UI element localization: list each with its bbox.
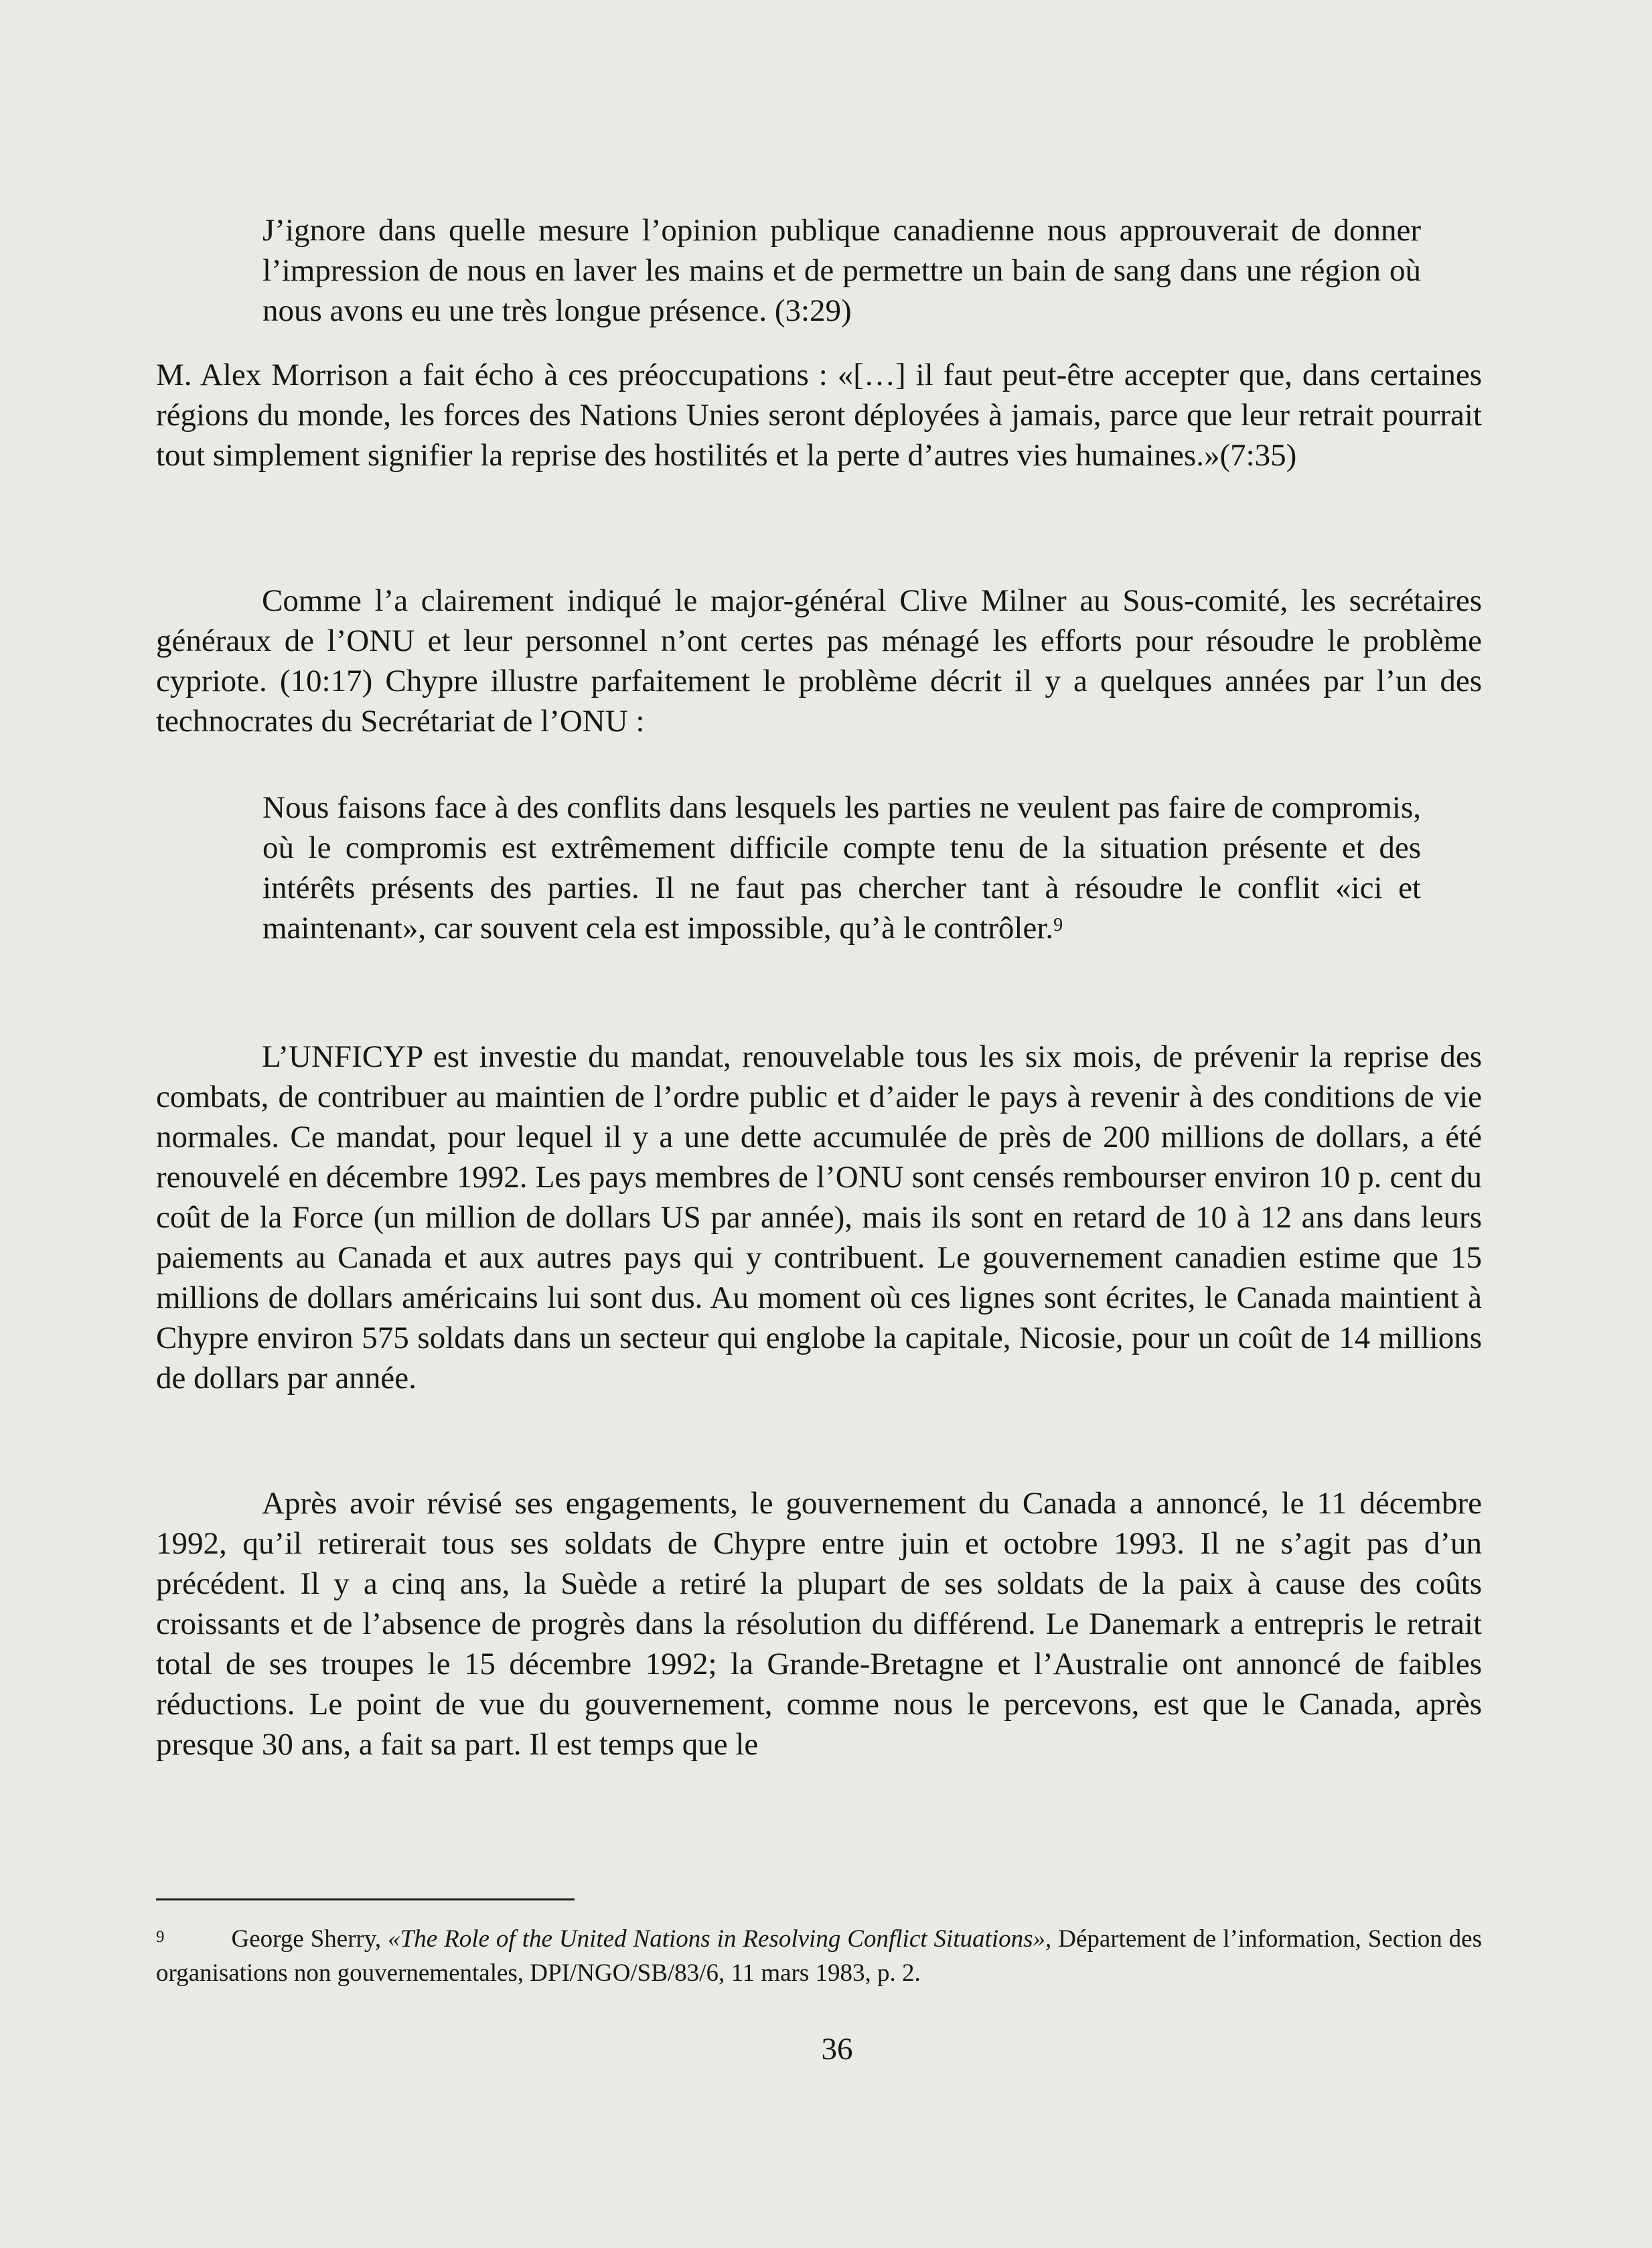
p2-text: Comme l’a clairement indiqué le major-général Clive Milner au Sous-comité, les secrétaires généraux de l’ONU et leur personnel n’ont certes pas ménagé les efforts pour résoudre le problème cypriote. (10:17) Chypre illustre parfaitement le problème décrit il y a quelques années par l’un des technocrates du Secrétariat de l’ONU : [156, 583, 1482, 739]
quote1-text: J’ignore dans quelle mesure l’opinion publique canadienne nous approuverait de donner l’impression de nous en laver les mains et de permettre un bain de sang dans une région où nous avons eu une très longue présence. (3:29) [262, 213, 1421, 328]
footnote-author: George Sherry, [231, 1925, 388, 1953]
p3-text: L’UNFICYP est investie du mandat, renouvelable tous les six mois, de prévenir la reprise des combats, de contribuer au maintien de l’ordre public et d’aider le pays à revenir à des conditions de vie normales. Ce mandat, pour lequel il y a une dette accumulée de près de 200 millions de dollars, a été renouvelé en décembre 1992. Les pays membres de l’ONU sont censés rembourser environ 10 p. cent du coût de la Force (un million de dollars US par année), mais ils sont en retard de 10 à 12 ans dans leurs paiements au Canada et aux autres pays qui y contribuent. Le gouvernement canadien estime que 15 millions de dollars américains lui sont dus. Au moment où ces lignes sont écrites, le Canada maintient à Chypre environ 575 soldats dans un secteur qui englobe la capitale, Nicosie, pour un coût de 14 millions de dollars par année. [156, 1039, 1482, 1396]
paragraph-unficyp [156, 1037, 1482, 1398]
page-number: 36 [821, 2032, 853, 2067]
footnote-number: 9 [156, 1928, 165, 1946]
quote-paragraph-sherry [262, 788, 1421, 948]
p4-text: Après avoir révisé ses engagements, le gouvernement du Canada a annoncé, le 11 décembre 1992, qu’il retirerait tous ses soldats de Chypre entre juin et octobre 1993. Il ne s’agit pas d’un précédent. Il y a cinq ans, la Suède a retiré la plupart de ses soldats de la paix à cause des coûts croissants et de l’absence de progrès dans la résolution du différend. Le Danemark a entrepris le retrait total de ses troupes le 15 décembre 1992; la Grande-Bretagne et l’Australie ont annoncé de faibles réductions. Le point de vue du gouvernement, comme nous le percevons, est que le Canada, après presque 30 ans, a fait sa part. Il est temps que le [156, 1486, 1482, 1762]
quote-paragraph-opinion-publique [262, 210, 1421, 331]
footnote-9 [156, 1922, 1482, 1990]
paragraph-morrison [156, 355, 1482, 475]
footnote-rest: , Département de l’information, Section des organisations non gouvernementales, DPI/NGO/SB/83/6, 11 mars 1983, p. 2. [156, 1925, 1482, 1987]
paragraph-milner [156, 581, 1482, 741]
p1-text: M. Alex Morrison a fait écho à ces préoccupations : «[…] il faut peut-être accepter que, dans certaines régions du monde, les forces des Nations Unies seront déployées à jamais, parce que leur retrait pourrait tout simplement signifier la reprise des hostilités et la perte d’autres vies humaines.»(7:35) [156, 358, 1482, 473]
quote2-text: Nous faisons face à des conflits dans lesquels les parties ne veulent pas faire de compromis, où le compromis est extrêmement difficile compte tenu de la situation présente et des intérêts présents des parties. Il ne faut pas chercher tant à résoudre le conflit «ici et maintenant», car souvent cela est impossible, qu’à le contrôler. [262, 790, 1421, 946]
paragraph-retrait [156, 1483, 1482, 1765]
footnote-divider [156, 1898, 575, 1900]
footnote-ref-9: 9 [1053, 915, 1063, 935]
footnote-title: «The Role of the United Nations in Resolving Conflict Situations» [388, 1925, 1046, 1953]
